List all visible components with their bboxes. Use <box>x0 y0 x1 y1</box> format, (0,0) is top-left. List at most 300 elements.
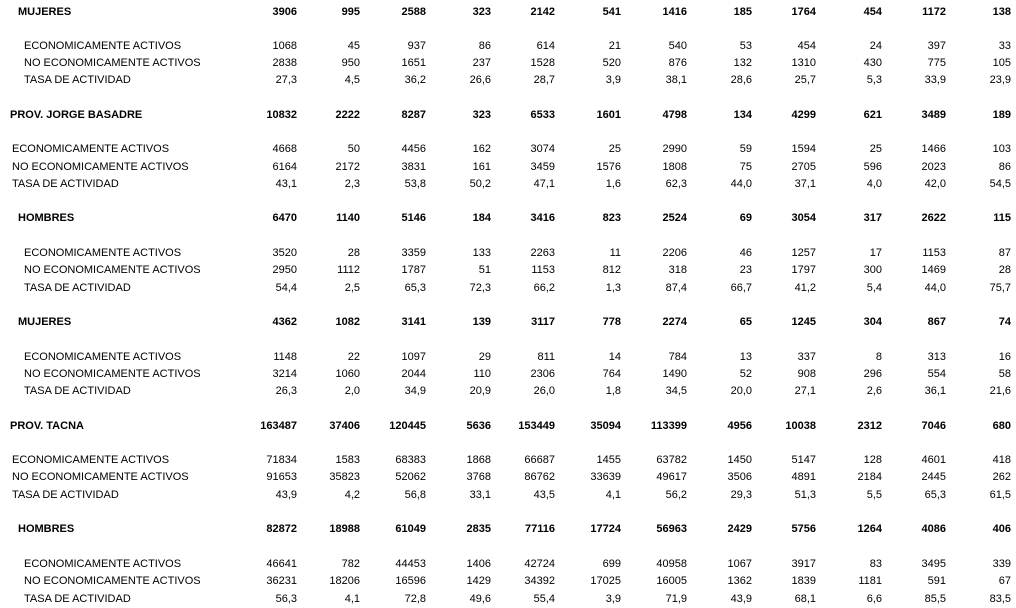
table-cell: 21,6 <box>989 385 1011 397</box>
table-cell: 66,7 <box>730 282 752 294</box>
table-cell: 133 <box>472 247 491 259</box>
table-cell: 1797 <box>791 264 816 276</box>
table-cell: 3917 <box>791 558 816 570</box>
row-label: NO ECONOMICAMENTE ACTIVOS <box>24 575 201 587</box>
table-cell: 53 <box>739 40 752 52</box>
table-cell: 454 <box>863 6 882 18</box>
table-cell: 1469 <box>921 264 946 276</box>
table-header-row <box>0 107 1016 123</box>
table-cell: 71834 <box>266 454 297 466</box>
table-cell: 20,9 <box>469 385 491 397</box>
table-cell: 1140 <box>336 212 360 224</box>
table-cell: 2838 <box>272 57 297 69</box>
table-cell: 36231 <box>266 575 297 587</box>
table-cell: 29,3 <box>730 489 752 501</box>
table-cell: 63782 <box>656 454 687 466</box>
table-cell: 1060 <box>335 368 360 380</box>
table-cell: 778 <box>602 316 621 328</box>
table-cell: 189 <box>992 109 1011 121</box>
table-cell: 323 <box>472 109 491 121</box>
table-cell: 54,5 <box>989 178 1011 190</box>
table-cell: 56,2 <box>665 489 687 501</box>
table-cell: 1787 <box>401 264 426 276</box>
table-cell: 86 <box>478 40 491 52</box>
table-cell: 1601 <box>596 109 621 121</box>
table-cell: 138 <box>992 6 1011 18</box>
table-cell: 16005 <box>656 575 687 587</box>
table-cell: 66687 <box>524 454 555 466</box>
table-cell: 77116 <box>525 523 555 535</box>
table-cell: 33639 <box>590 471 621 483</box>
table-cell: 4362 <box>272 316 297 328</box>
row-label: TASA DE ACTIVIDAD <box>24 593 131 605</box>
table-cell: 1172 <box>922 6 946 18</box>
table-cell: 17 <box>869 247 882 259</box>
table-cell: 2142 <box>530 6 555 18</box>
table-cell: 554 <box>927 368 946 380</box>
table-cell: 26,0 <box>533 385 555 397</box>
table-cell: 26,3 <box>275 385 297 397</box>
table-cell: 812 <box>602 264 621 276</box>
table-cell: 1068 <box>272 40 297 52</box>
table-cell: 5,3 <box>866 74 882 86</box>
table-cell: 37406 <box>329 420 360 432</box>
table-cell: 18988 <box>329 523 360 535</box>
table-cell: 27,1 <box>794 385 816 397</box>
table-cell: 11 <box>609 247 621 259</box>
table-cell: 1808 <box>662 161 687 173</box>
table-cell: 58 <box>998 368 1011 380</box>
table-cell: 430 <box>863 57 882 69</box>
table-cell: 4456 <box>401 143 426 155</box>
table-row <box>0 262 1016 278</box>
table-cell: 2588 <box>401 6 426 18</box>
table-cell: 3,9 <box>605 74 621 86</box>
table-cell: 1466 <box>921 143 946 155</box>
table-cell: 10038 <box>785 420 816 432</box>
table-cell: 1416 <box>662 6 687 18</box>
table-cell: 2044 <box>401 368 426 380</box>
table-cell: 65 <box>739 316 752 328</box>
table-cell: 3416 <box>530 212 555 224</box>
table-cell: 50 <box>347 143 360 155</box>
table-cell: 1528 <box>530 57 555 69</box>
table-cell: 85,5 <box>924 593 946 605</box>
table-cell: 3117 <box>531 316 555 328</box>
table-cell: 541 <box>602 6 621 18</box>
row-label: NO ECONOMICAMENTE ACTIVOS <box>24 264 201 276</box>
table-cell: 300 <box>863 264 882 276</box>
table-row <box>0 159 1016 175</box>
table-cell: 3459 <box>530 161 555 173</box>
table-cell: 397 <box>927 40 946 52</box>
row-label: ECONOMICAMENTE ACTIVOS <box>24 558 182 570</box>
table-cell: 337 <box>797 351 816 363</box>
table-cell: 185 <box>733 6 752 18</box>
table-cell: 161 <box>472 161 491 173</box>
table-cell: 43,9 <box>275 489 297 501</box>
table-cell: 1839 <box>791 575 816 587</box>
table-cell: 4956 <box>727 420 752 432</box>
table-cell: 782 <box>341 558 360 570</box>
table-cell: 784 <box>668 351 687 363</box>
table-cell: 34,5 <box>665 385 687 397</box>
table-cell: 1576 <box>596 161 621 173</box>
table-cell: 680 <box>992 420 1011 432</box>
table-cell: 59 <box>739 143 752 155</box>
table-cell: 418 <box>992 454 1011 466</box>
table-cell: 103 <box>992 143 1011 155</box>
table-cell: 72,3 <box>469 282 491 294</box>
table-cell: 1450 <box>727 454 752 466</box>
table-cell: 44,0 <box>730 178 752 190</box>
table-cell: 61,5 <box>989 489 1011 501</box>
table-row <box>0 366 1016 382</box>
table-cell: 764 <box>602 368 621 380</box>
table-cell: 28 <box>347 247 360 259</box>
table-cell: 614 <box>536 40 555 52</box>
table-cell: 2950 <box>272 264 297 276</box>
table-cell: 86 <box>998 161 1011 173</box>
table-cell: 2206 <box>662 247 687 259</box>
table-cell: 339 <box>992 558 1011 570</box>
table-cell: 1362 <box>727 575 752 587</box>
table-cell: 22 <box>347 351 360 363</box>
table-row <box>0 245 1016 261</box>
table-cell: 65,3 <box>404 282 426 294</box>
table-cell: 1455 <box>596 454 621 466</box>
table-cell: 1594 <box>791 143 816 155</box>
table-cell: 1764 <box>791 6 816 18</box>
table-cell: 540 <box>668 40 687 52</box>
table-cell: 28 <box>998 264 1011 276</box>
table-row <box>0 556 1016 572</box>
table-cell: 699 <box>602 558 621 570</box>
table-cell: 43,9 <box>730 593 752 605</box>
table-cell: 75,7 <box>989 282 1011 294</box>
table-cell: 318 <box>668 264 687 276</box>
table-cell: 44,0 <box>924 282 946 294</box>
table-cell: 134 <box>733 109 752 121</box>
row-label: PROV. JORGE BASADRE <box>10 109 143 121</box>
table-cell: 2,0 <box>344 385 360 397</box>
table-cell: 86762 <box>524 471 555 483</box>
table-cell: 5,4 <box>866 282 882 294</box>
table-cell: 3768 <box>466 471 491 483</box>
table-cell: 105 <box>992 57 1011 69</box>
row-label: ECONOMICAMENTE ACTIVOS <box>12 143 170 155</box>
row-label: NO ECONOMICAMENTE ACTIVOS <box>12 161 189 173</box>
row-label: TASA DE ACTIVIDAD <box>24 282 131 294</box>
table-cell: 3495 <box>921 558 946 570</box>
table-cell: 937 <box>407 40 426 52</box>
table-row <box>0 55 1016 71</box>
table-cell: 43,1 <box>275 178 297 190</box>
table-cell: 1,8 <box>605 385 621 397</box>
table-cell: 110 <box>473 368 491 380</box>
table-cell: 87 <box>998 247 1011 259</box>
table-cell: 2172 <box>335 161 360 173</box>
table-cell: 908 <box>797 368 816 380</box>
table-cell: 51,3 <box>794 489 816 501</box>
row-label: TASA DE ACTIVIDAD <box>24 385 131 397</box>
table-cell: 5146 <box>401 212 426 224</box>
table-cell: 65,3 <box>924 489 946 501</box>
table-header-row <box>0 418 1016 434</box>
table-cell: 2263 <box>530 247 555 259</box>
row-label: ECONOMICAMENTE ACTIVOS <box>24 40 182 52</box>
table-cell: 68383 <box>395 454 426 466</box>
table-cell: 61049 <box>395 523 426 535</box>
table-cell: 406 <box>992 523 1011 535</box>
table-cell: 3074 <box>530 143 555 155</box>
table-cell: 304 <box>863 316 882 328</box>
table-cell: 27,3 <box>275 74 297 86</box>
table-cell: 775 <box>927 57 946 69</box>
table-cell: 50,2 <box>469 178 491 190</box>
table-cell: 75 <box>739 161 752 173</box>
table-cell: 6,6 <box>866 593 882 605</box>
table-cell: 823 <box>602 212 621 224</box>
table-cell: 4,0 <box>866 178 882 190</box>
table-row <box>0 141 1016 157</box>
table-cell: 36,1 <box>924 385 946 397</box>
table-cell: 20,0 <box>730 385 752 397</box>
table-cell: 18206 <box>329 575 360 587</box>
table-cell: 867 <box>927 316 946 328</box>
table-cell: 4798 <box>662 109 687 121</box>
table-cell: 23,9 <box>989 74 1011 86</box>
table-cell: 296 <box>863 368 882 380</box>
table-cell: 1651 <box>401 57 426 69</box>
table-row <box>0 383 1016 399</box>
table-cell: 317 <box>863 212 882 224</box>
table-cell: 47,1 <box>533 178 555 190</box>
table-cell: 5636 <box>466 420 491 432</box>
table-cell: 2023 <box>921 161 946 173</box>
table-cell: 42724 <box>524 558 555 570</box>
table-cell: 262 <box>992 471 1011 483</box>
table-cell: 55,4 <box>533 593 555 605</box>
table-cell: 4,1 <box>344 593 360 605</box>
table-row <box>0 487 1016 503</box>
table-cell: 46641 <box>266 558 297 570</box>
table-cell: 621 <box>863 109 882 121</box>
table-cell: 69 <box>739 212 752 224</box>
table-header-row <box>0 210 1016 226</box>
table-cell: 10832 <box>266 109 297 121</box>
table-row <box>0 349 1016 365</box>
table-row <box>0 573 1016 589</box>
table-cell: 34,9 <box>404 385 426 397</box>
table-cell: 995 <box>341 6 360 18</box>
table-cell: 3489 <box>921 109 946 121</box>
row-label: TASA DE ACTIVIDAD <box>24 74 131 86</box>
table-row <box>0 72 1016 88</box>
table-cell: 2312 <box>857 420 882 432</box>
table-cell: 1153 <box>922 247 946 259</box>
table-cell: 2835 <box>466 523 491 535</box>
table-cell: 4299 <box>791 109 816 121</box>
table-cell: 1082 <box>335 316 360 328</box>
table-cell: 62,3 <box>665 178 687 190</box>
table-cell: 237 <box>472 57 491 69</box>
table-cell: 323 <box>472 6 491 18</box>
table-cell: 4891 <box>791 471 816 483</box>
table-cell: 67 <box>998 575 1011 587</box>
table-cell: 6533 <box>530 109 555 121</box>
table-cell: 1112 <box>337 264 360 276</box>
row-label: TASA DE ACTIVIDAD <box>12 489 119 501</box>
table-cell: 33,9 <box>924 74 946 86</box>
table-cell: 83 <box>869 558 882 570</box>
row-label: ECONOMICAMENTE ACTIVOS <box>12 454 170 466</box>
table-cell: 2222 <box>335 109 360 121</box>
table-cell: 6470 <box>272 212 297 224</box>
table-cell: 33 <box>998 40 1011 52</box>
table-cell: 4,2 <box>344 489 360 501</box>
table-cell: 162 <box>472 143 491 155</box>
table-cell: 2429 <box>727 523 752 535</box>
table-cell: 2990 <box>662 143 687 155</box>
table-cell: 17724 <box>590 523 621 535</box>
row-label: ECONOMICAMENTE ACTIVOS <box>24 247 182 259</box>
table-cell: 49617 <box>656 471 687 483</box>
table-cell: 1,3 <box>605 282 621 294</box>
table-cell: 2,6 <box>866 385 882 397</box>
table-cell: 113399 <box>650 420 687 432</box>
table-cell: 1406 <box>466 558 491 570</box>
table-cell: 49,6 <box>469 593 491 605</box>
table-cell: 25,7 <box>794 74 816 86</box>
table-cell: 1490 <box>662 368 687 380</box>
row-label: HOMBRES <box>18 212 75 224</box>
table-cell: 44453 <box>395 558 426 570</box>
table-cell: 43,5 <box>533 489 555 501</box>
table-cell: 5756 <box>791 523 816 535</box>
table-cell: 17025 <box>590 575 621 587</box>
table-cell: 1868 <box>466 454 491 466</box>
table-cell: 5,5 <box>866 489 882 501</box>
table-cell: 3506 <box>727 471 752 483</box>
table-cell: 1257 <box>791 247 816 259</box>
table-cell: 454 <box>797 40 816 52</box>
table-cell: 3054 <box>791 212 816 224</box>
table-cell: 21 <box>608 40 621 52</box>
table-row <box>0 591 1016 607</box>
table-cell: 2,3 <box>344 178 360 190</box>
table-cell: 5147 <box>791 454 816 466</box>
table-cell: 56,3 <box>275 593 297 605</box>
table-row <box>0 469 1016 485</box>
table-cell: 66,2 <box>533 282 555 294</box>
table-cell: 1,6 <box>605 178 621 190</box>
table-cell: 26,6 <box>469 74 491 86</box>
table-cell: 25 <box>608 143 621 155</box>
row-label: NO ECONOMICAMENTE ACTIVOS <box>24 57 201 69</box>
table-cell: 132 <box>733 57 752 69</box>
table-cell: 163487 <box>260 420 297 432</box>
table-cell: 37,1 <box>794 178 816 190</box>
table-cell: 3141 <box>401 316 426 328</box>
table-cell: 115 <box>993 212 1011 224</box>
table-cell: 120445 <box>389 420 426 432</box>
table-cell: 2445 <box>921 471 946 483</box>
table-cell: 1097 <box>401 351 426 363</box>
table-cell: 14 <box>608 351 621 363</box>
row-label: PROV. TACNA <box>10 420 84 432</box>
table-cell: 139 <box>472 316 491 328</box>
table-cell: 4086 <box>921 523 946 535</box>
table-cell: 1264 <box>857 523 882 535</box>
table-cell: 83,5 <box>989 593 1011 605</box>
table-cell: 1583 <box>335 454 360 466</box>
table-cell: 4601 <box>921 454 946 466</box>
row-label: NO ECONOMICAMENTE ACTIVOS <box>12 471 189 483</box>
table-cell: 13 <box>739 351 752 363</box>
table-cell: 16 <box>998 351 1011 363</box>
table-row <box>0 176 1016 192</box>
table-cell: 51 <box>478 264 491 276</box>
table-cell: 42,0 <box>924 178 946 190</box>
table-cell: 3359 <box>401 247 426 259</box>
table-cell: 3906 <box>272 6 297 18</box>
table-cell: 2306 <box>530 368 555 380</box>
table-cell: 3520 <box>272 247 297 259</box>
table-cell: 596 <box>863 161 882 173</box>
table-row <box>0 280 1016 296</box>
table-cell: 1153 <box>531 264 555 276</box>
row-label: MUJERES <box>18 316 72 328</box>
table-cell: 25 <box>869 143 882 155</box>
row-label: HOMBRES <box>18 523 75 535</box>
table-cell: 153449 <box>518 420 555 432</box>
table-cell: 56,8 <box>404 489 426 501</box>
row-label: TASA DE ACTIVIDAD <box>12 178 119 190</box>
table-cell: 91653 <box>266 471 297 483</box>
table-cell: 41,2 <box>794 282 816 294</box>
table-cell: 2274 <box>662 316 687 328</box>
table-cell: 313 <box>927 351 946 363</box>
table-cell: 38,1 <box>665 74 687 86</box>
table-cell: 1067 <box>727 558 752 570</box>
table-cell: 53,8 <box>404 178 426 190</box>
table-cell: 36,2 <box>404 74 426 86</box>
table-cell: 3831 <box>401 161 426 173</box>
table-cell: 46 <box>739 247 752 259</box>
table-cell: 28,6 <box>730 74 752 86</box>
table-cell: 23 <box>739 264 752 276</box>
table-cell: 35823 <box>329 471 360 483</box>
table-cell: 72,8 <box>404 593 426 605</box>
table-cell: 6164 <box>272 161 297 173</box>
table-cell: 811 <box>537 351 555 363</box>
table-cell: 7046 <box>921 420 946 432</box>
table-header-row <box>0 314 1016 330</box>
table-cell: 54,4 <box>275 282 297 294</box>
table-cell: 2184 <box>857 471 882 483</box>
table-row <box>0 452 1016 468</box>
table-cell: 52062 <box>395 471 426 483</box>
table-cell: 68,1 <box>794 593 816 605</box>
table-cell: 950 <box>341 57 360 69</box>
table-cell: 82872 <box>266 523 297 535</box>
table-cell: 29 <box>478 351 491 363</box>
table-header-row <box>0 521 1016 537</box>
row-label: MUJERES <box>18 6 72 18</box>
table-cell: 40958 <box>656 558 687 570</box>
table-cell: 2524 <box>662 212 687 224</box>
